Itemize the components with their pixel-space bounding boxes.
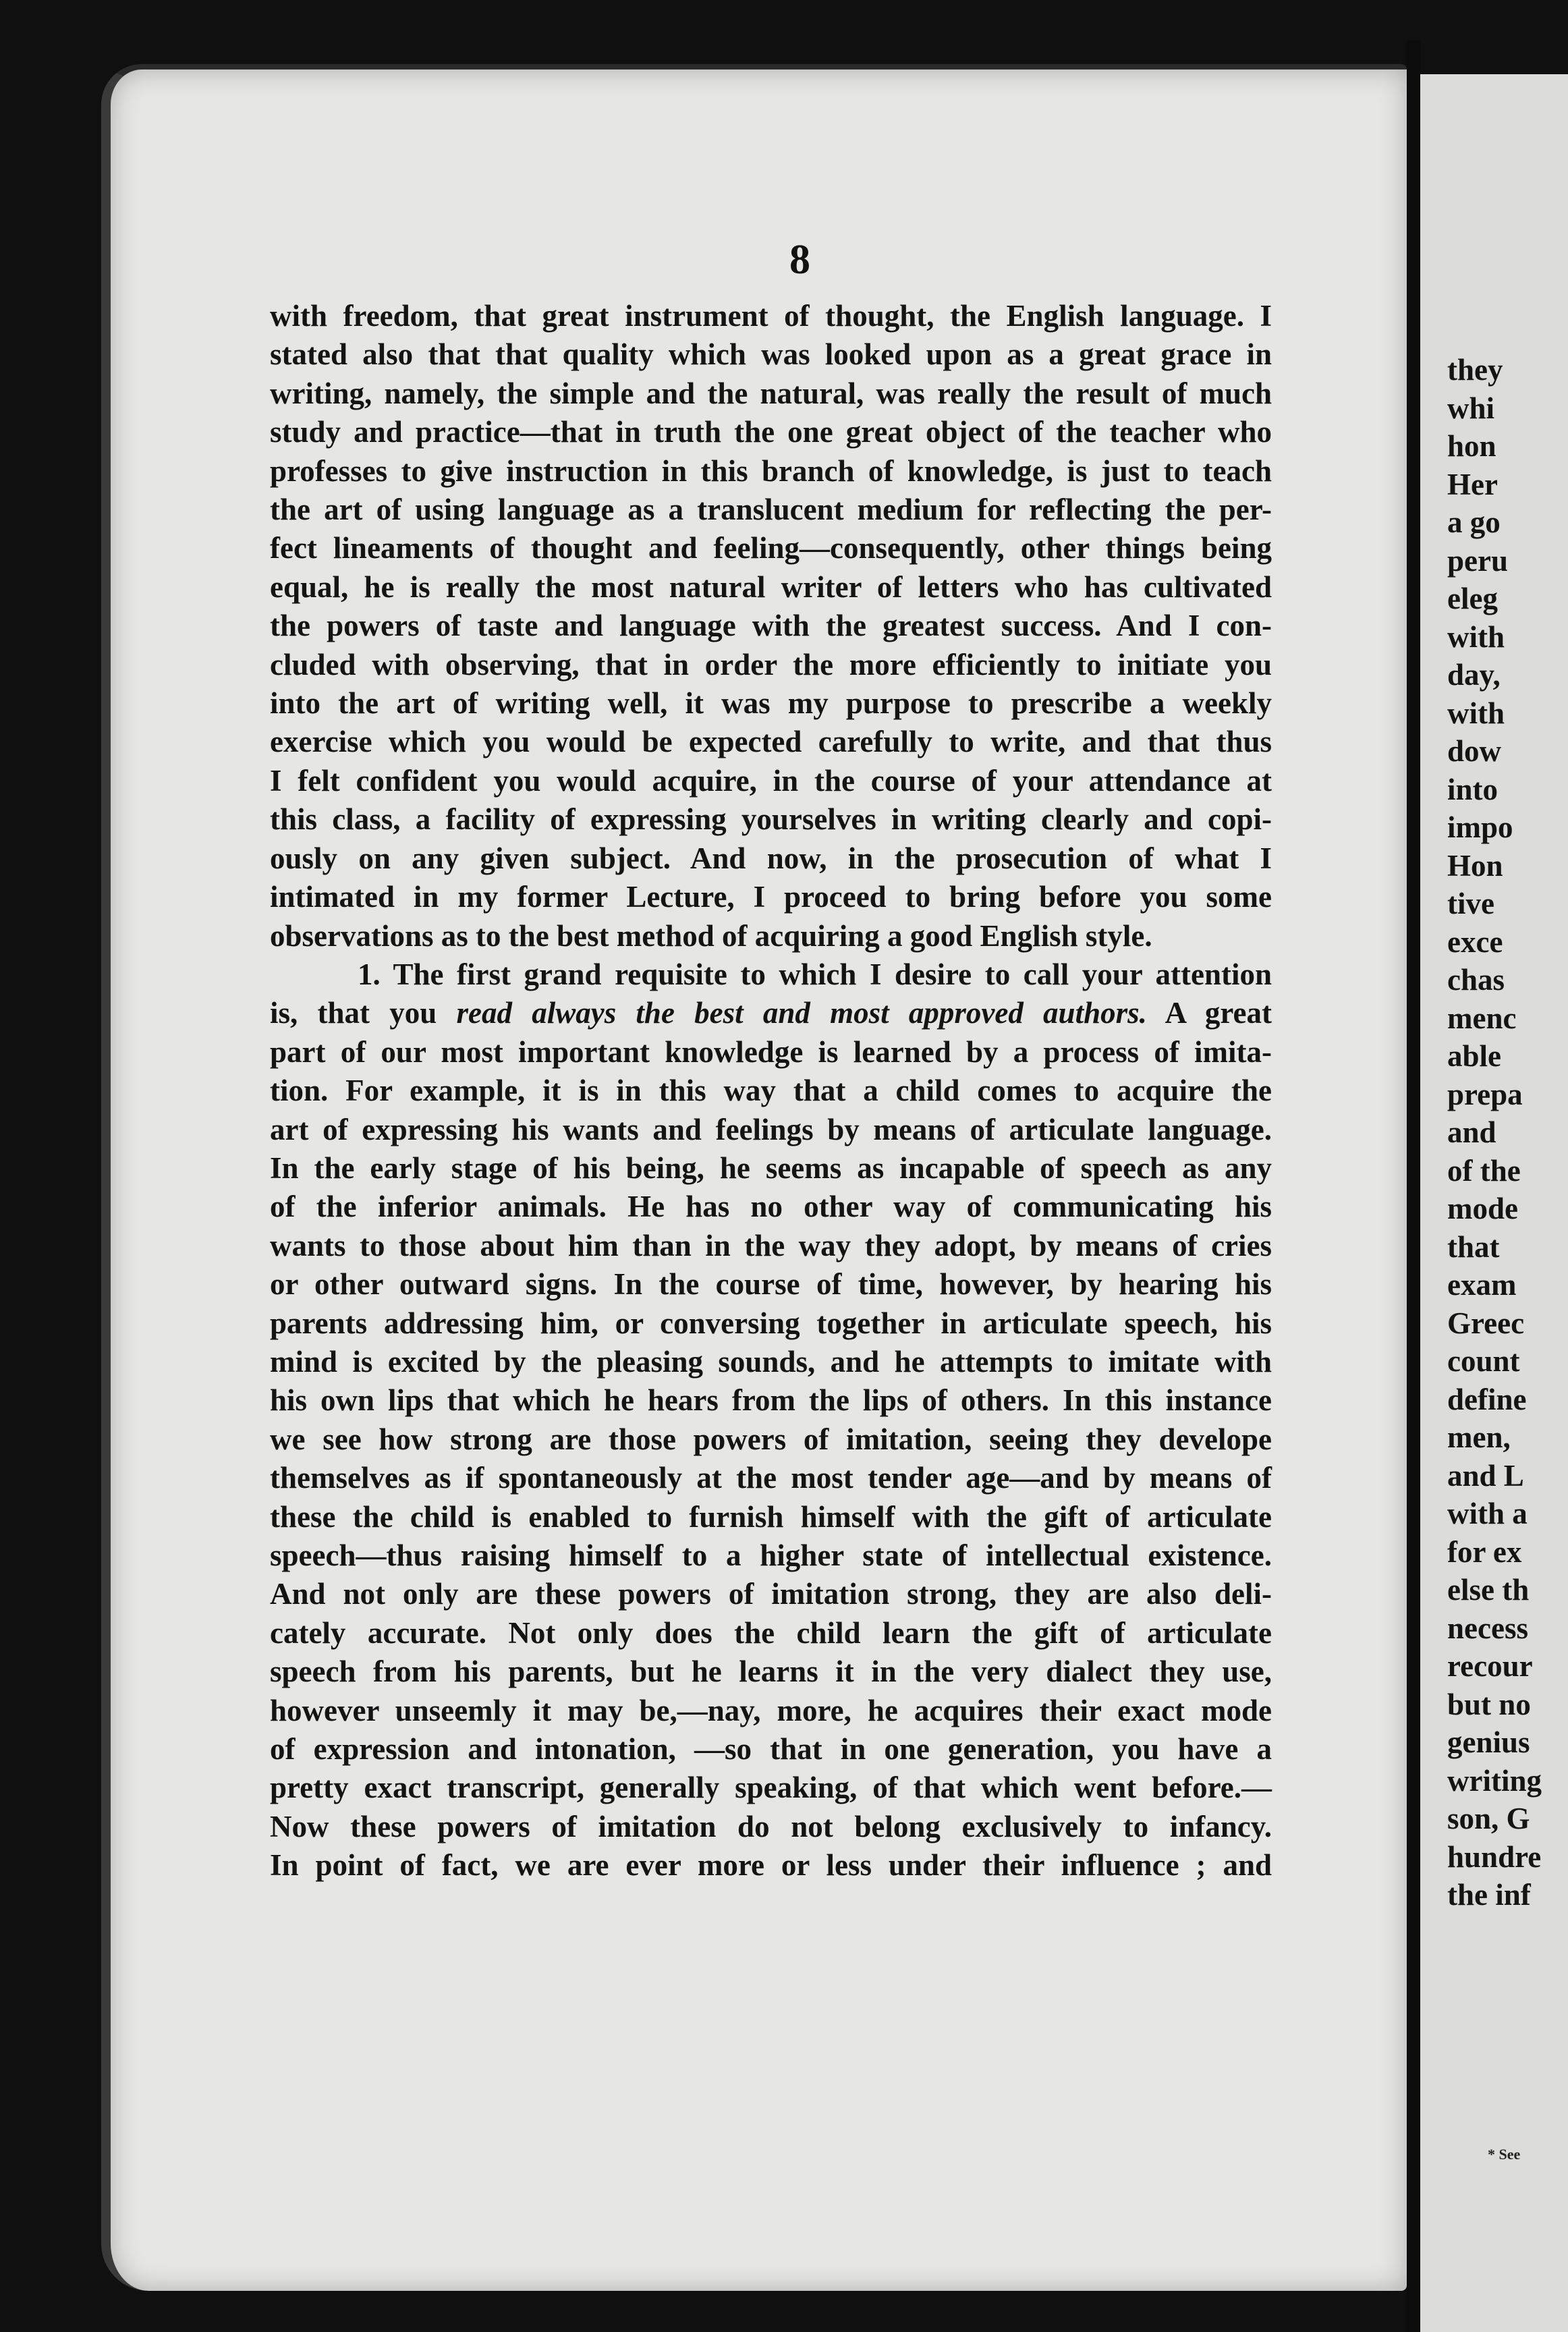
text-line: study and practice—that in truth the one great object of the teacher who: [270, 415, 1272, 449]
text-line: I felt confident you would acquire, in the course of your attendance at: [270, 763, 1272, 798]
fragment-line: a go: [1447, 505, 1501, 539]
text-line: intimated in my former Lecture, I proceed to bring before you some: [270, 880, 1272, 914]
fragment-line: men,: [1447, 1420, 1511, 1454]
text-line: of expression and intonation, —so that in one generation, you have a: [270, 1732, 1272, 1767]
text-line: equal, he is really the most natural writer of letters who has cultivated: [270, 570, 1272, 604]
text-line: writing, namely, the simple and the natural, was really the result of much: [270, 376, 1272, 410]
fragment-line: dow: [1447, 734, 1502, 768]
text-line: speech from his parents, but he learns it in the very dialect they use,: [270, 1655, 1272, 1689]
fragment-line: with: [1447, 619, 1505, 654]
text-line: themselves as if spontaneously at the most tender age—and by means of: [270, 1461, 1272, 1495]
text-line: professes to give instruction in this branch of knowledge, is just to teach: [270, 453, 1272, 488]
paragraph-lead-line: 1. The first grand requisite to which I desire to call your attention: [358, 957, 1272, 991]
fragment-line: that: [1447, 1229, 1500, 1264]
fragment-line: Greec: [1447, 1306, 1525, 1340]
fragment-line: and: [1447, 1115, 1496, 1149]
text-line: the art of using language as a translucent medium for reflecting the per-: [270, 493, 1272, 527]
text-line: wants to those about him than in the way they adopt, by means of cries: [270, 1228, 1272, 1262]
fragment-line: eleg: [1447, 582, 1498, 615]
fragment-line: prepa: [1447, 1077, 1523, 1111]
text-line: stated also that that quality which was looked upon as a great grace in: [270, 337, 1272, 372]
text-line: And not only are these powers of imitation strong, they are also deli-: [270, 1577, 1272, 1611]
fragment-line: Her: [1447, 467, 1498, 501]
text-line: mind is excited by the pleasing sounds, and he attempts to imitate with: [270, 1344, 1272, 1379]
text-line: we see how strong are those powers of imitation, seeing they develope: [270, 1422, 1272, 1456]
text-line: In point of fact, we are ever more or less under their influence ; and: [270, 1848, 1272, 1883]
right-page-footnote: * See: [1488, 2146, 1521, 2163]
fragment-line: menc: [1447, 1001, 1517, 1035]
text-line: part of our most important knowledge is learned by a process of imita-: [270, 1034, 1272, 1069]
fragment-line: exce: [1447, 924, 1503, 959]
text-line: ously on any given subject. And now, in the prosecution of what I: [270, 841, 1272, 875]
fragment-line: and L: [1447, 1458, 1524, 1493]
text-line: tion. For example, it is in this way that a child comes to acquire the: [270, 1074, 1272, 1108]
text-line: pretty exact transcript, generally speaking, of that which went before.—: [270, 1771, 1272, 1805]
fragment-line: count: [1447, 1344, 1520, 1378]
text-line: cately accurate. Not only does the child learn the gift of articulate: [270, 1615, 1272, 1650]
text-line: with freedom, that great instrument of thought, the English language. I: [270, 299, 1272, 333]
fragment-line: genius: [1447, 1725, 1530, 1759]
fragment-line: define: [1447, 1382, 1527, 1416]
fragment-line: hundre: [1447, 1839, 1542, 1874]
text-segment: is, that you: [270, 996, 457, 1030]
text-line: these the child is enabled to furnish himself with the gift of articulate: [270, 1499, 1272, 1534]
fragment-line: of the: [1447, 1153, 1521, 1188]
fragment-line: into: [1447, 772, 1499, 806]
fragment-line: tive: [1447, 887, 1494, 920]
text-segment: A great: [1146, 996, 1272, 1030]
fragment-line: necess: [1447, 1611, 1528, 1645]
fragment-line: recour: [1447, 1649, 1533, 1683]
text-line: fect lineaments of thought and feeling—consequently, other things being: [270, 531, 1272, 565]
text-line: speech—thus raising himself to a higher state of intellectual existence.: [270, 1538, 1272, 1572]
text-line: into the art of writing well, it was my purpose to prescribe a weekly: [270, 686, 1272, 721]
fragment-line: hon: [1447, 429, 1496, 463]
fragment-line: they: [1447, 353, 1503, 387]
fragment-line: mode: [1447, 1192, 1518, 1225]
fragment-line: exam: [1447, 1268, 1517, 1302]
fragment-line: impo: [1447, 810, 1513, 844]
fragment-line: day,: [1447, 658, 1501, 692]
text-line: exercise which you would be expected carefully to write, and that thus: [270, 725, 1272, 759]
text-line: Now these powers of imitation do not belong exclusively to infancy.: [270, 1809, 1272, 1843]
fragment-line: Hon: [1447, 848, 1503, 883]
text-line: however unseemly it may be,—nay, more, he acquires their exact mode: [270, 1693, 1272, 1727]
text-line: this class, a facility of expressing yourselves in writing clearly and copi-: [270, 802, 1272, 837]
fragment-line: chas: [1447, 963, 1505, 997]
page-number: 8: [789, 237, 810, 283]
text-line: observations as to the best method of acquiring a good English style.: [270, 918, 1152, 953]
left-page-body: [270, 297, 1272, 1885]
text-line-with-emphasis: [270, 994, 1272, 1032]
fragment-line: son, G: [1447, 1802, 1530, 1835]
fragment-line: peru: [1447, 543, 1508, 578]
text-line: of the inferior animals. He has no other way of communicating his: [270, 1190, 1272, 1224]
text-line: art of expressing his wants and feelings by means of articulate language.: [270, 1112, 1272, 1146]
fragment-line: else th: [1447, 1573, 1530, 1607]
text-line: parents addressing him, or conversing together in articulate speech, his: [270, 1306, 1272, 1340]
fragment-line: but no: [1447, 1687, 1531, 1721]
text-line: cluded with observing, that in order the more efficiently to initiate you: [270, 647, 1272, 682]
text-line: In the early stage of his being, he seems as incapable of speech as any: [270, 1150, 1272, 1185]
fragment-line: able: [1447, 1039, 1502, 1073]
fragment-line: whi: [1447, 391, 1495, 425]
text-line: the powers of taste and language with the greatest success. And I con-: [270, 609, 1272, 643]
fragment-line: with: [1447, 696, 1505, 730]
fragment-line: for ex: [1447, 1534, 1522, 1569]
right-page-fragments: [1447, 351, 1542, 1914]
text-line: or other outward signs. In the course of time, however, by hearing his: [270, 1267, 1272, 1302]
text-line: his own lips that which he hears from the lips of others. In this instance: [270, 1383, 1272, 1418]
emphasized-text: read always the best and most approved authors.: [456, 996, 1147, 1030]
fragment-line: with a: [1447, 1497, 1528, 1530]
fragment-line: writing: [1447, 1763, 1542, 1798]
fragment-line: the inf: [1447, 1878, 1531, 1912]
book-gutter: [1407, 40, 1420, 2332]
